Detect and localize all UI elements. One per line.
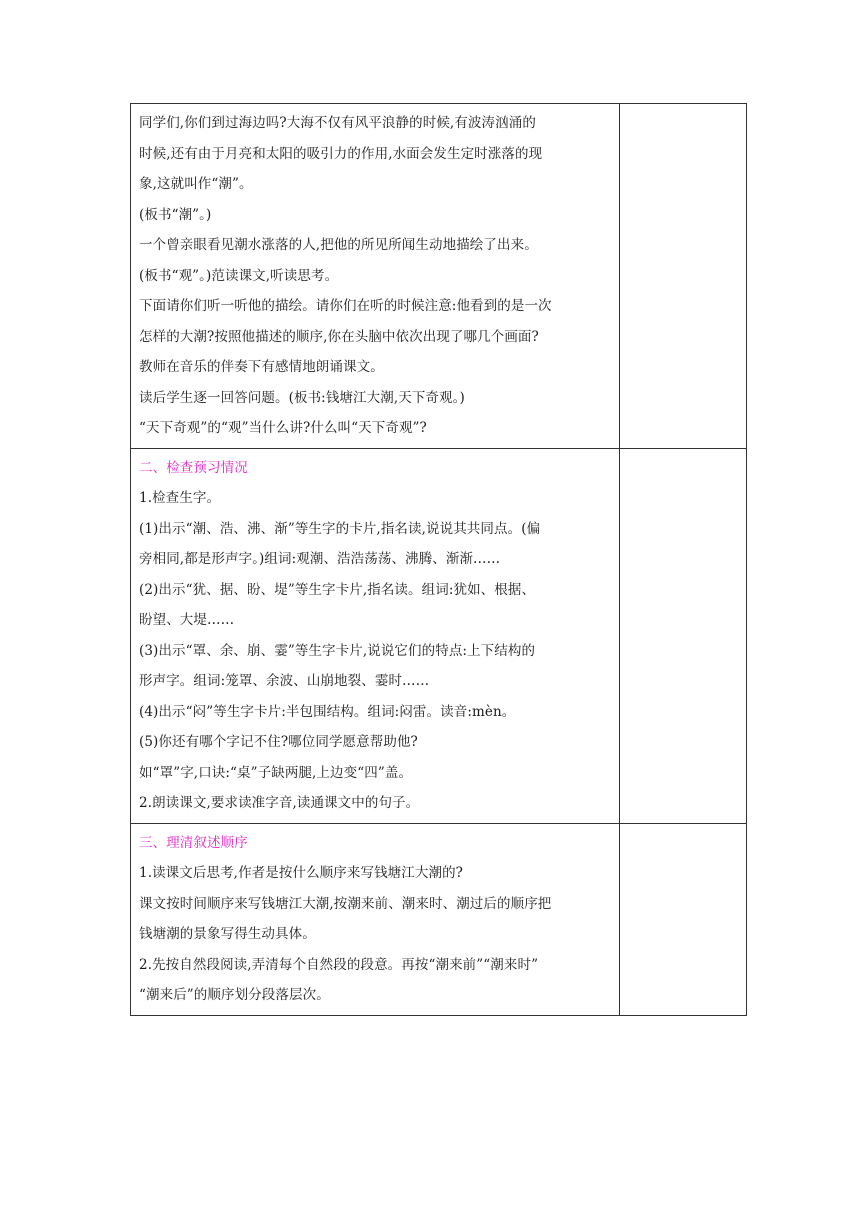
text-line: 同学们,你们到过海边吗?大海不仅有风平浪静的时候,有波涛汹涌的 <box>139 115 536 131</box>
lesson-table <box>130 103 747 1016</box>
text-line: (4)出示“闷”等生字卡片:半包围结构。组词:闷雷。读音:mèn。 <box>139 703 516 720</box>
text-line: 读后学生逐一回答问题。(板书:钱塘江大潮,天下奇观。) <box>139 389 465 406</box>
text-line: 象,这就叫作“潮”。 <box>139 176 253 192</box>
text-line: “天下奇观”的“观”当什么讲?什么叫“天下奇观”? <box>139 420 427 436</box>
notes-cell <box>620 823 747 1015</box>
text-line: (1)出示“潮、浩、沸、渐”等生字的卡片,指名读,说说其共同点。(偏 <box>139 520 541 537</box>
table-row <box>131 448 747 823</box>
text-line: 如“罩”字,口诀:“桌”子缺两腿,上边变“四”盖。 <box>139 764 413 781</box>
text-line: (板书“观”。)范读课文,听读思考。 <box>139 267 339 284</box>
text-line: (板书“潮”。) <box>139 206 212 223</box>
section-heading: 三、理清叙述顺序 <box>139 834 248 851</box>
text-line: 1.检查生字。 <box>139 490 221 506</box>
table-row <box>131 104 747 449</box>
section-preview-cell <box>131 448 620 823</box>
text-line: 课文按时间顺序来写钱塘江大潮,按潮来前、潮来时、潮过后的顺序把 <box>139 895 552 912</box>
text-line: 一个曾亲眼看见潮水涨落的人,把他的所见所闻生动地描绘了出来。 <box>139 237 538 253</box>
text-line: 钱塘潮的景象写得生动具体。 <box>139 926 316 942</box>
text-line: 旁相同,都是形声字。)组词:观潮、浩浩荡荡、沸腾、渐渐…… <box>139 551 501 567</box>
text-line: “潮来后”的顺序划分段落层次。 <box>139 987 330 1003</box>
text-line: 2.先按自然段阅读,弄清每个自然段的段意。再按“潮来前”“潮来时” <box>139 956 539 973</box>
section-heading: 二、检查预习情况 <box>139 459 248 476</box>
text-line: 形声字。组词:笼罩、余波、山崩地裂、霎时…… <box>139 673 430 689</box>
text-line: (5)你还有哪个字记不住?哪位同学愿意帮助他? <box>139 734 418 750</box>
text-line: 教师在音乐的伴奏下有感情地朗诵课文。 <box>139 359 384 375</box>
text-line: (3)出示“罩、余、崩、霎”等生字卡片,说说它们的特点:上下结构的 <box>139 642 536 659</box>
section-order-cell <box>131 823 620 1015</box>
text-line: (2)出示“犹、据、盼、堤”等生字卡片,指名读。组词:犹如、根据、 <box>139 581 536 598</box>
notes-cell <box>620 104 747 449</box>
text-line: 2.朗读课文,要求读准字音,读通课文中的句子。 <box>139 795 420 811</box>
notes-cell <box>620 448 747 823</box>
text-line: 下面请你们听一听他的描绘。请你们在听的时候注意:他看到的是一次 <box>139 298 552 314</box>
text-line: 盼望、大堤…… <box>139 612 235 628</box>
text-line: 怎样的大潮?按照他描述的顺序,你在头脑中依次出现了哪几个画面? <box>139 328 539 345</box>
section-intro-cell <box>131 104 620 449</box>
text-line: 时候,还有由于月亮和太阳的吸引力的作用,水面会发生定时涨落的现 <box>139 145 543 162</box>
table-row <box>131 823 747 1015</box>
text-line: 1.读课文后思考,作者是按什么顺序来写钱塘江大潮的? <box>139 865 464 881</box>
